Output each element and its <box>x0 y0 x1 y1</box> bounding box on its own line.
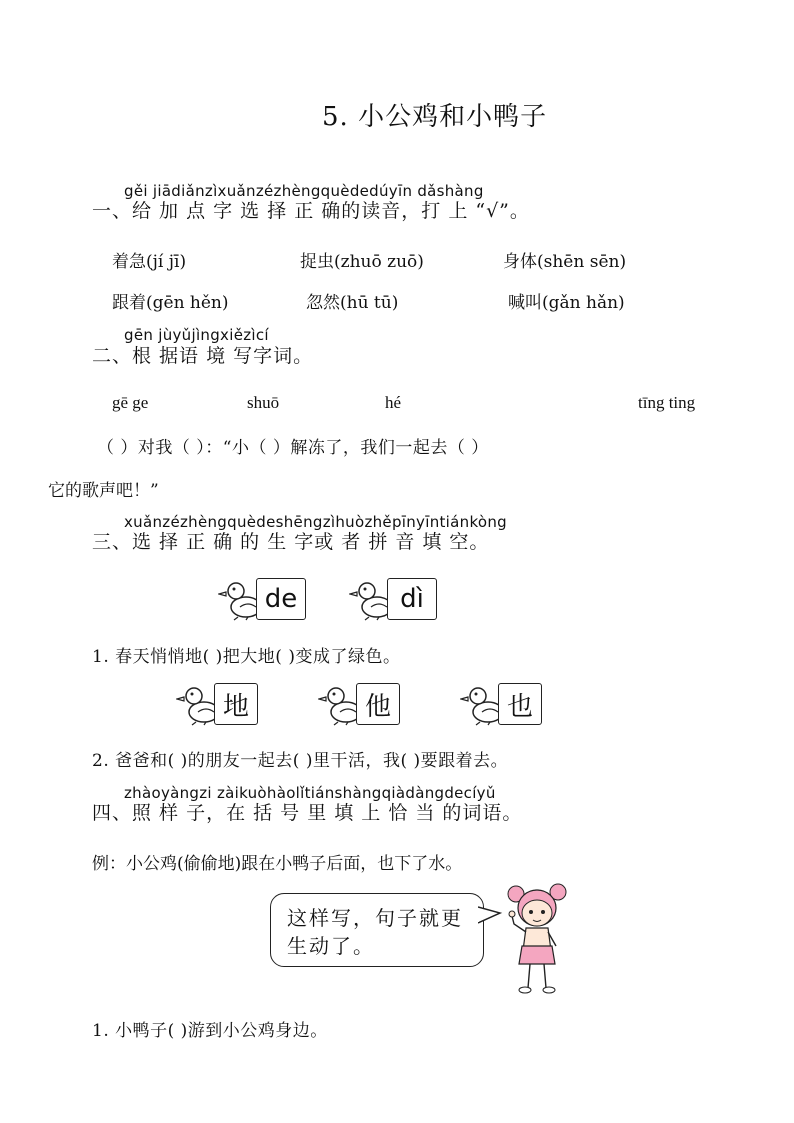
section1-heading: 一、给 加 点 字 选 择 正 确的读音，打 上 “√”。 <box>92 200 530 222</box>
speech-bubble <box>270 893 484 967</box>
fill-sentence-continued: 它的歌声吧！” <box>48 481 159 501</box>
pinyin-hint: hé <box>385 393 402 412</box>
chip-text: 他 <box>364 691 391 722</box>
section3-pinyin: xuǎnzézhèngquèdeshēngzìhuòzhěpīnyīntiánkòng <box>124 513 507 531</box>
answer-chip <box>349 577 437 621</box>
section1-pinyin: gěi jiādiǎnzìxuǎnzézhèngquèdedúyīn dǎshàng <box>124 182 484 200</box>
bubble-text: 这样写，句子就更生动了。 <box>287 906 463 958</box>
section2-pinyin: gēn jùyǔjìngxiězìcí <box>124 326 269 344</box>
example-sentence: 例：小公鸡(偷偷地)跟在小鸭子后面，也下了水。 <box>92 854 463 874</box>
chip-text: 也 <box>506 691 533 722</box>
question-2: 2. 爸爸和( )的朋友一起去( )里干活，我( )要跟着去。 <box>92 751 509 771</box>
chip-text: 地 <box>222 691 249 722</box>
page-title: 5. 小公鸡和小鸭子 <box>322 102 548 132</box>
answer-chip <box>318 682 400 726</box>
section3-heading: 三、选 择 正 确 的 生 字或 者 拼 音 填 空。 <box>92 531 490 553</box>
section4-pinyin: zhàoyàngzi zàikuòhàolǐtiánshàngqiàdàngdecíyǔ <box>124 784 496 802</box>
option-item: 忽然(hū tū) <box>306 293 399 313</box>
pinyin-hint: gē ge <box>112 393 149 412</box>
option-item: 捉虫(zhuō zuō) <box>300 252 424 272</box>
section4-heading: 四、照 样 子，在 括 号 里 填 上 恰 当 的词语。 <box>92 802 523 824</box>
pinyin-hint: tīng ting <box>638 393 696 412</box>
answer-chip <box>460 682 542 726</box>
pinyin-hint: shuō <box>247 393 280 412</box>
question-1: 1. 春天悄悄地( )把大地( )变成了绿色。 <box>92 647 401 667</box>
question-4-1: 1. 小鸭子( )游到小公鸡身边。 <box>92 1021 328 1041</box>
chip-text: dì <box>400 584 424 614</box>
option-item: 身体(shēn sēn) <box>503 252 627 272</box>
fill-sentence: （ ）对我（ ）：“小（ ）解冻了，我们一起去（ ） <box>97 438 489 458</box>
option-item: 跟着(gēn hěn) <box>112 293 229 313</box>
option-item: 喊叫(gǎn hǎn) <box>508 293 625 313</box>
girl-illustration-icon <box>502 880 572 998</box>
answer-chip <box>218 577 306 621</box>
answer-chip <box>176 682 258 726</box>
bubble-tail-icon <box>478 905 504 927</box>
section2-heading: 二、根 据语 境 写字词。 <box>92 345 314 367</box>
option-item: 着急(jí jī) <box>112 252 187 272</box>
chip-text: de <box>264 584 298 614</box>
